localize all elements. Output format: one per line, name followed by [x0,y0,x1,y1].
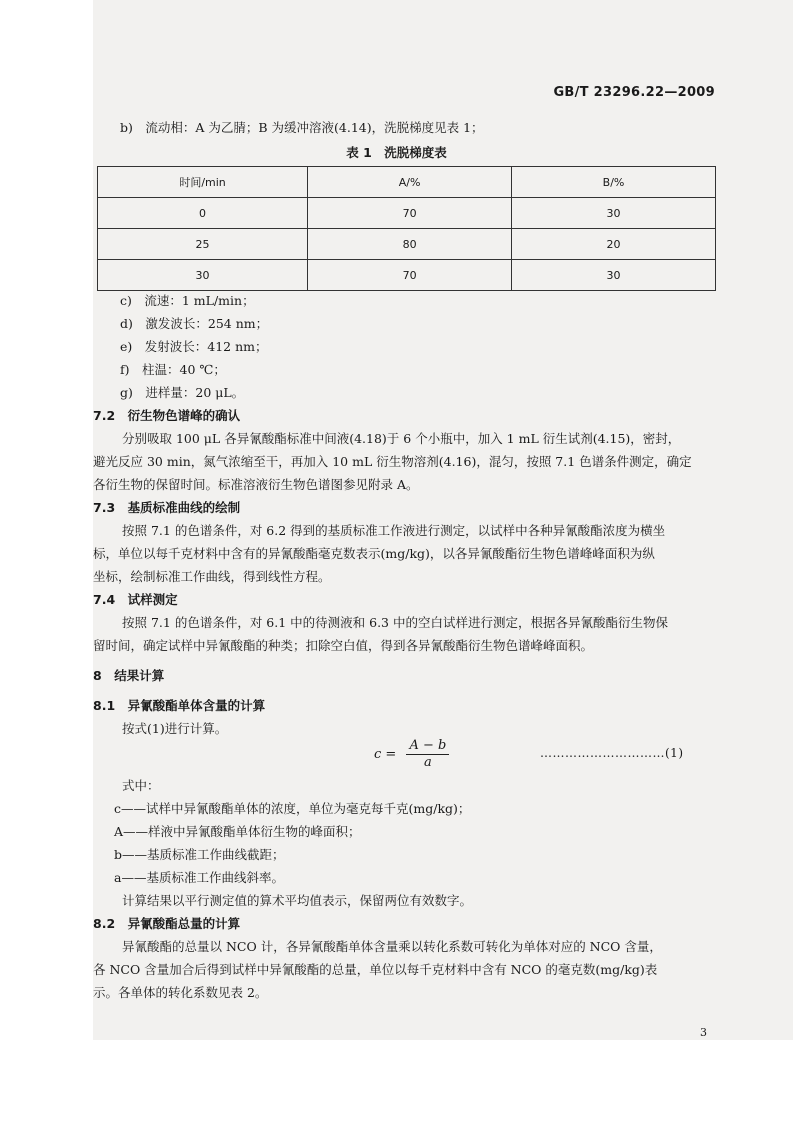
paragraph-line: 避光反应 30 min，氮气浓缩至干，再加入 10 mL 衍生物溶剂(4.16)，混匀，按照 7.1 色谱条件测定，确定 [93,454,692,469]
table-header-row [98,167,716,198]
table-cell: 20 [512,229,716,260]
paragraph-line: 各衍生物的保留时间。标准溶液衍生物色谱图参见附录 A。 [93,477,419,492]
table-1-title: 表 1 洗脱梯度表 [346,145,447,160]
section-7-3-heading: 7.3 基质标准曲线的绘制 [93,500,241,515]
column-header-b: B/% [512,167,716,198]
formula-intro: 按式(1)进行计算。 [122,721,228,736]
item-c-flow-rate: c) 流速：1 mL/min； [120,293,255,308]
paragraph-line: 异氰酸酯的总量以 NCO 计，各异氰酸酯单体含量乘以转化系数可转化为单体对应的 NCO 含量， [122,939,662,954]
item-b-mobile-phase: b) 流动相：A 为乙腈；B 为缓冲溶液(4.14)，洗脱梯度见表 1； [120,120,484,135]
section-7-2-heading: 7.2 衍生物色谱峰的确认 [93,408,241,423]
elution-gradient-table [97,166,716,291]
section-8-1-heading: 8.1 异氰酸酯单体含量的计算 [93,698,266,713]
variable-definition-b: b——基质标准工作曲线截距； [114,847,285,862]
variable-definition-a-lower: a——基质标准工作曲线斜率。 [114,870,284,885]
paragraph-line: 示。各单体的转化系数见表 2。 [93,985,268,1000]
result-note: 计算结果以平行测定值的算术平均值表示，保留两位有效数字。 [122,893,473,908]
section-8-2-heading: 8.2 异氰酸酯总量的计算 [93,916,241,931]
paragraph-line: 按照 7.1 的色谱条件，对 6.1 中的待测液和 6.3 中的空白试样进行测定，根据各异氰酸酯衍生物保 [122,615,668,630]
item-f-column-temp: f) 柱温：40 ℃； [120,362,226,377]
standard-code: GB/T 23296.22—2009 [553,85,715,100]
table-cell: 0 [98,198,308,229]
variable-definition-c: c——试样中异氰酸酯单体的浓度，单位为毫克每千克(mg/kg)； [114,801,471,816]
item-d-excitation: d) 激发波长：254 nm； [120,316,269,331]
table-cell: 30 [512,260,716,291]
item-g-injection: g) 进样量：20 μL。 [120,385,245,400]
table-cell: 30 [98,260,308,291]
section-8-heading: 8 结果计算 [93,668,165,683]
paragraph-line: 分别吸取 100 μL 各异氰酸酯标准中间液(4.18)于 6 个小瓶中，加入 1 mL 衍生试剂(4.15)，密封， [122,431,681,446]
formula-1 [374,738,449,771]
table-cell: 30 [512,198,716,229]
table-cell: 25 [98,229,308,260]
paragraph-line: 留时间，确定试样中异氰酸酯的种类；扣除空白值，得到各异氰酸酯衍生物色谱峰峰面积。 [93,638,594,653]
paragraph-line: 坐标，绘制标准工作曲线，得到线性方程。 [93,569,331,584]
item-e-emission: e) 发射波长：412 nm； [120,339,268,354]
column-header-a: A/% [308,167,512,198]
page-number: 3 [700,1026,707,1039]
column-header-time: 时间/min [98,167,308,198]
formula-denominator: a [424,755,432,770]
table-cell: 70 [308,260,512,291]
where-label: 式中： [122,778,160,793]
equation-number: …………………………(1) [540,746,684,760]
table-row [98,229,716,260]
table-cell: 80 [308,229,512,260]
table-cell: 70 [308,198,512,229]
table-row [98,198,716,229]
formula-numerator: A − b [406,738,449,755]
paragraph-line: 按照 7.1 的色谱条件，对 6.2 得到的基质标准工作液进行测定，以试样中各种异氰酸酯浓度为横坐 [122,523,666,538]
formula-fraction [406,738,449,771]
variable-definition-a-upper: A——样液中异氰酸酯单体衍生物的峰面积； [114,824,361,839]
section-7-4-heading: 7.4 试样测定 [93,592,178,607]
table-row [98,260,716,291]
formula-lhs: c = [374,747,397,762]
paragraph-line: 标，单位以每千克材料中含有的异氰酸酯毫克数表示(mg/kg)，以各异氰酸酯衍生物色谱峰峰面积为纵 [93,546,655,561]
paragraph-line: 各 NCO 含量加合后得到试样中异氰酸酯的总量，单位以每千克材料中含有 NCO 的毫克数(mg/kg)表 [93,962,658,977]
